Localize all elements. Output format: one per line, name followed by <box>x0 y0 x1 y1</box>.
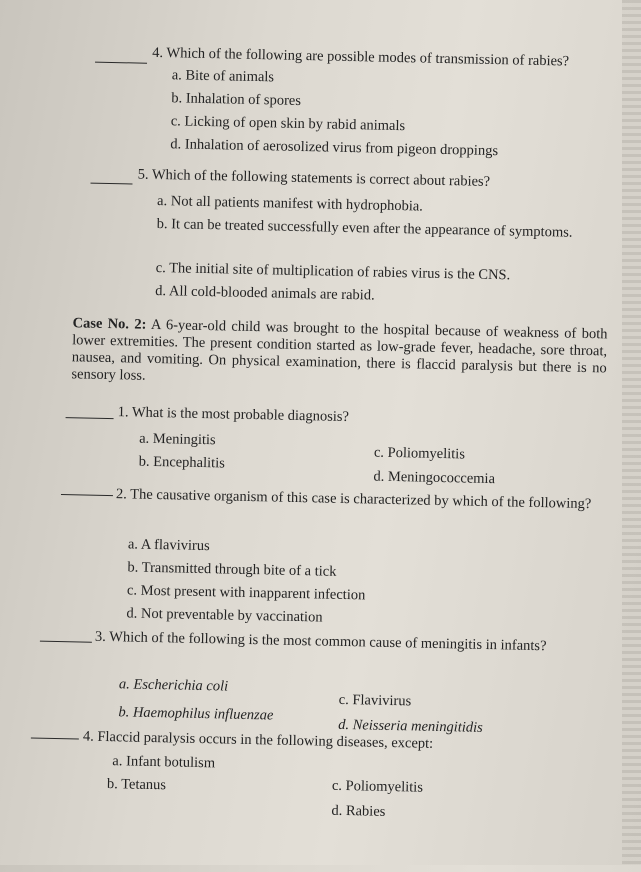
case-question-3-stem: 3. Which of the following is the most common cause of meningitis in infants? <box>94 628 547 655</box>
c1-option-d: d. Meningococcemia <box>373 468 496 488</box>
q4-option-a: a. Bite of animals <box>171 67 275 86</box>
case-2-text: A 6-year-old child was brought to the hospital because of weakness of both lower extremities. The present condition started as low-grade fever, headache, sore throat, nausea, and vomiting. On physical examination, there is flaccid paralysis but there is no sensory loss. <box>71 316 608 384</box>
q4-option-b: b. Inhalation of spores <box>171 90 302 109</box>
q5-option-a: a. Not all patients manifest with hydrophobia. <box>156 192 424 215</box>
c4-option-c: c. Poliomyelitis <box>331 777 424 796</box>
case-question-1-stem: 1. What is the most probable diagnosis? <box>117 404 350 426</box>
c4-option-a: a. Infant botulism <box>112 753 216 772</box>
c2-option-d: d. Not preventable by vaccination <box>126 605 323 626</box>
c3-option-d: d. Neisseria meningitidis <box>338 716 483 736</box>
case-question-2-stem: 2. The causative organism of this case is characterized by which of the following? <box>115 486 592 513</box>
q4-option-d: d. Inhalation of aerosolized virus from pigeon droppings <box>170 136 499 160</box>
c1-option-c: c. Poliomyelitis <box>373 444 466 463</box>
q5-option-d: d. All cold-blooded animals are rabid. <box>155 282 375 304</box>
case-question-4-stem: 4. Flaccid paralysis occurs in the following diseases, except: <box>82 728 434 752</box>
c3-option-b: b. Haemophilus influenzae <box>118 704 274 724</box>
c3-option-a: a. Escherichia coli <box>118 676 229 695</box>
question-4-stem: 4. Which of the following are possible modes of transmission of rabies? <box>152 44 570 70</box>
answer-blank-q5[interactable] <box>90 183 132 185</box>
answer-blank-c4[interactable] <box>31 737 79 739</box>
c2-option-b: b. Transmitted through bite of a tick <box>127 559 337 580</box>
page-edge <box>622 0 641 865</box>
answer-blank-q4[interactable] <box>95 62 147 64</box>
question-5-stem: 5. Which of the following statements is correct about rabies? <box>137 166 491 190</box>
case-2-label: Case No. 2: <box>72 315 147 333</box>
answer-blank-c2[interactable] <box>61 494 113 496</box>
case-2-paragraph <box>71 315 607 394</box>
c2-option-c: c. Most present with inapparent infection <box>126 582 366 604</box>
q5-option-b: b. It can be treated successfully even after the appearance of symptoms. <box>156 215 573 241</box>
q5-option-c: c. The initial site of multiplication of rabies virus is the CNS. <box>155 259 511 284</box>
c4-option-d: d. Rabies <box>331 802 386 820</box>
c3-option-c: c. Flavivirus <box>338 691 412 710</box>
c1-option-b: b. Encephalitis <box>138 453 225 472</box>
c2-option-a: a. A flavivirus <box>127 536 210 555</box>
c4-option-b: b. Tetanus <box>106 776 167 794</box>
answer-blank-c3[interactable] <box>40 641 92 643</box>
q4-option-c: c. Licking of open skin by rabid animals <box>170 113 406 135</box>
answer-blank-c1[interactable] <box>66 417 114 419</box>
c1-option-a: a. Meningitis <box>138 430 216 449</box>
